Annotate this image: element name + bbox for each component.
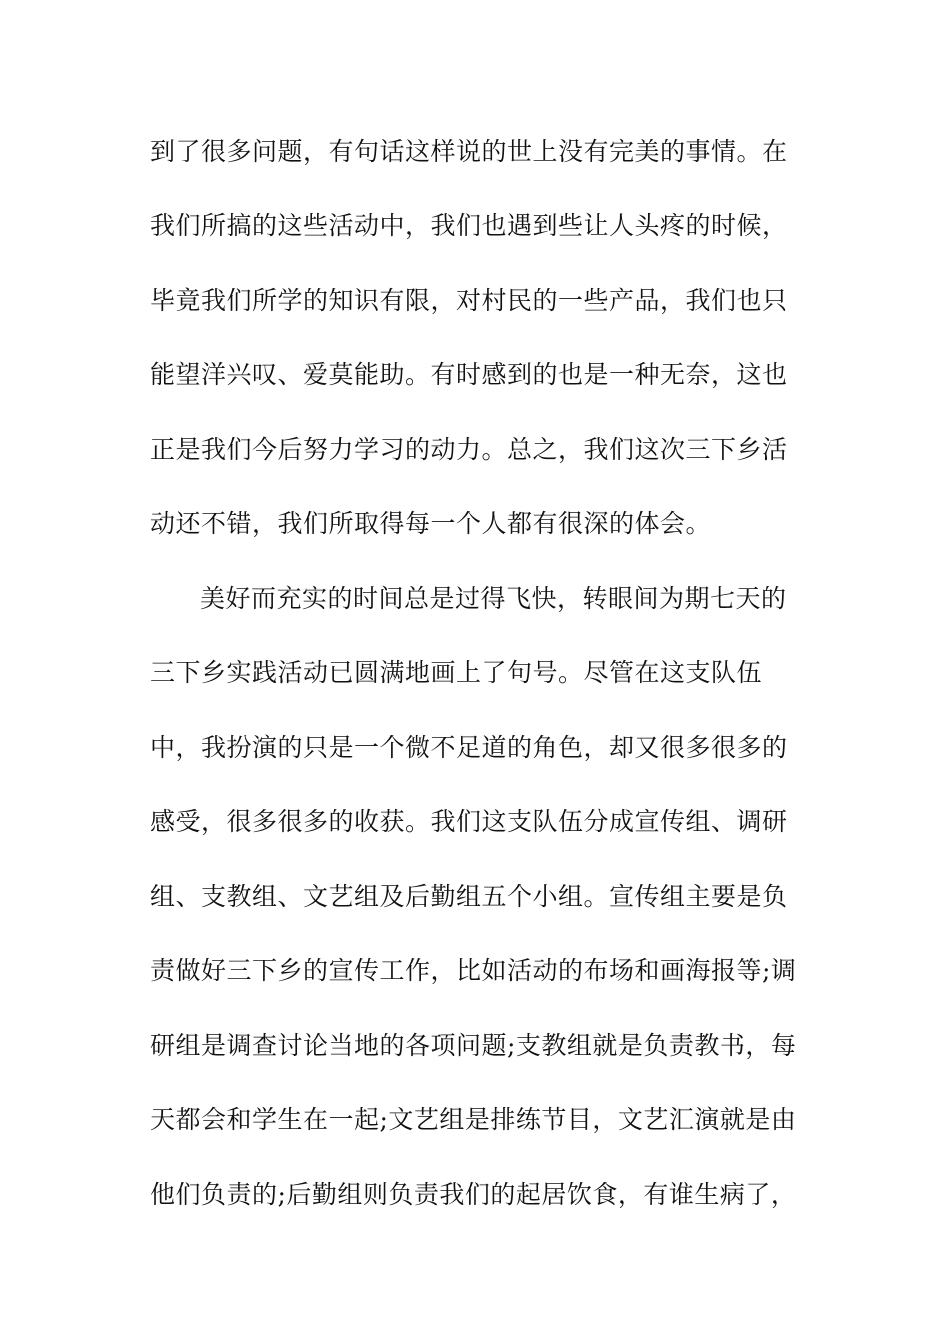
text-line: 感受，很多很多的收获。我们这支队伍分成宣传组、调研 (150, 807, 788, 836)
text-line: 我们所搞的这些活动中，我们也遇到些让人头疼的时候， (150, 211, 788, 240)
text-line: 中，我扮演的只是一个微不足道的角色，却又很多很多的 (150, 733, 788, 762)
text-line: 能望洋兴叹、爱莫能助。有时感到的也是一种无奈，这也 (150, 360, 788, 389)
text-line: 研组是调查讨论当地的各项问题;支教组就是负责教书，每 (150, 1031, 797, 1060)
text-line: 他们负责的;后勤组则负责我们的起居饮食，有谁生病了， (150, 1180, 797, 1209)
text-line: 正是我们今后努力学习的动力。总之，我们这次三下乡活 (150, 435, 788, 464)
text-line: 责做好三下乡的宣传工作，比如活动的布场和画海报等;调 (150, 956, 797, 985)
text-line: 到了很多问题，有句话这样说的世上没有完美的事情。在 (150, 137, 788, 166)
text-line: 天都会和学生在一起;文艺组是排练节目，文艺汇演就是由 (150, 1105, 797, 1134)
text-line: 三下乡实践活动已圆满地画上了句号。尽管在这支队伍 (150, 658, 763, 687)
paragraph-first-line: 美好而充实的时间总是过得飞快，转眼间为期七天的 (200, 584, 787, 613)
text-line: 动还不错，我们所取得每一个人都有很深的体会。 (150, 509, 712, 538)
text-line: 毕竟我们所学的知识有限，对村民的一些产品，我们也只 (150, 286, 788, 315)
text-line: 组、支教组、文艺组及后勤组五个小组。宣传组主要是负 (150, 882, 788, 911)
